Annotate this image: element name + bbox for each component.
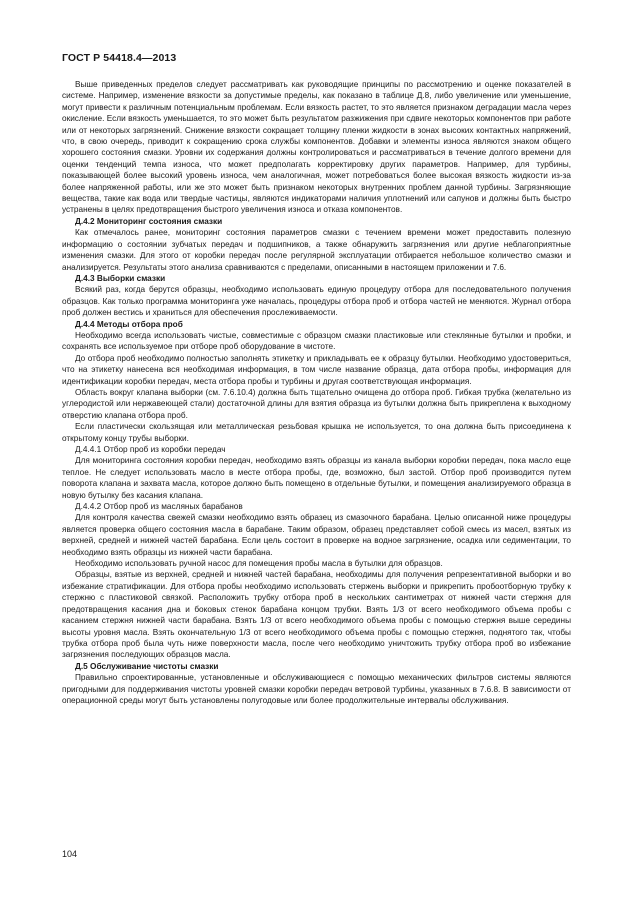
paragraph: Как отмечалось ранее, мониторинг состояния параметров смазки с течением времени может предоставить полезную информацию о состоянии зубчатых передач и подшипников, а также обнаружить загрязнения или другие неблагоприятные изменения смазки. Для этого от коробки передач после регулярной эксплуатации отбирается небольшое количество смазки и анализируется. Результаты этого анализа сравниваются с пределами, описанными в настоящем приложении и 7.6. [62, 228, 571, 272]
section-heading: Д.5 Обслуживание чистоты смазки [75, 661, 219, 671]
subsection-heading: Д.4.4.2 Отбор проб из масляных барабанов [75, 502, 243, 512]
section-heading: Д.4.3 Выборки смазки [75, 273, 166, 283]
document-header: ГОСТ Р 54418.4—2013 [62, 52, 177, 64]
paragraph: Для мониторинга состояния коробки передач, необходимо взять образцы из канала выборки коробки передач, пока масло еще теплое. Не следует использовать масло в месте отбора пробы, где, возможно, был застой. Отбор проб производится путем поворота клапана и захвата масла, которое должно быть помещено в отдельные бутылки, и помещения анализируемого образца в новую бутылку без касания клапана. [62, 456, 571, 500]
section-heading: Д.4.4 Методы отбора проб [75, 319, 183, 329]
page-number: 104 [62, 849, 78, 859]
paragraph: Всякий раз, когда берутся образцы, необходимо использовать единую процедуру отбора для последовательного получения образцов. Как только программа мониторинга уже началась, процедуры отбора проб и отбора частей не меняются. Журнал отбора проб должен вестись и храниться для обеспечения прослеживаемости. [62, 285, 571, 318]
paragraph: Если пластически скользящая или металлическая резьбовая крышка не используется, то она должна быть присоединена к открытому концу трубы выборки. [62, 422, 571, 443]
section-heading: Д.4.2 Мониторинг состояния смазки [75, 216, 223, 226]
subsection-heading: Д.4.4.1 Отбор проб из коробки передач [75, 445, 226, 454]
paragraph: До отбора проб необходимо полностью заполнять этикетку и прикладывать ее к образцу бутылки. Необходимо удостовериться, что на этикетку нанесена вся необходимая информация, в том числе название образца, дата отбора пробы, информация для идентификации коробки передач, места отбора пробы и турбины и другая соответствующая информация. [62, 353, 571, 386]
document-body [62, 79, 571, 706]
paragraph: Выше приведенных пределов следует рассматривать как руководящие принципы по рассмотрению и оценке показателей в системе. Например, изменение вязкости за допустимые пределы, как показано в таблице Д.8, либо увеличение или уменьшение, могут привести к различным потенциальным проблемам. Если вязкость растет, то это является признаком деградации масла через окисление. Если вязкость уменьшается, то это может быть результатом разжижения при сдвиге некоторых компонентов при работе или от некоторых загрязнений. Снижение вязкости сокращает толщину пленки жидкости в зонах высоких контактных напряжений, что, в свою очередь, приводит к сокращению срока службы компонентов. Добавки и элементы износа являются знаком общего хорошего состояния смазки. Уровни их содержания должны контролироваться и рассматриваться в течение долгого времени для оценки тенденций темпа износа, что может предполагать корректировку других параметров. Например, для турбины, показывающей более высокий уровень износа, чем аналогичная, может потребоваться более высокая вязкость жидкости из-за более напряженной работы, или же это может быть признаком некоторых внутренних проблем данной турбины. Загрязняющие вещества, такие как вода или твердые частицы, являются индикаторами наличия уплотнений или сапунов и должны быть быстро устранены в целях предотвращения быстрого увеличения износа и отказа компонентов. [62, 80, 571, 215]
paragraph: Для контроля качества свежей смазки необходимо взять образец из смазочного барабана. Целью описанной ниже процедуры является проверка общего состояния масла в барабане. Таким образом, образец представляет собой смесь из масел, взятых из верхней, средней и нижней частей барабана. Если цель состоит в проверке на водное загрязнение, осадка или седиментации, то необходимо взять образцы из нижней части барабана. [62, 513, 571, 557]
paragraph: Образцы, взятые из верхней, средней и нижней частей барабана, необходимы для получения репрезентативной выборки и во избежание стратификации. Для отбора пробы необходимо использовать стержень выборки и прикрепить пробоотборную трубку к стержню с пластиковой связкой. Расположить трубку отбора проб в нескольких сантиметрах от нижней части стержня для предотвращения касания дна и боковых стенок барабана концом трубки. Взять 1/3 от всего необходимого объема пробы с касанием стержня нижней части барабана. Взять 1/3 от всего необходимого объема пробы с помощью стержня выше середины высоты уровня масла. Взять окончательную 1/3 от всего необходимого объема пробы с помощью стержня, поднятого так, чтобы трубка отбора проб была чуть ниже поверхности масла, после чего необходимо уничтожить трубку отбора проб во избежание загрязнения последующих образцов масла. [62, 570, 571, 660]
paragraph: Необходимо всегда использовать чистые, совместимые с образцом смазки пластиковые или стеклянные бутылки и пробки, и сохранять все используемое при отборе проб оборудование в чистоте. [62, 330, 571, 352]
paragraph: Необходимо использовать ручной насос для помещения пробы масла в бутылки для образцов. [75, 559, 443, 569]
paragraph: Область вокруг клапана выборки (см. 7.6.10.4) должна быть тщательно очищена до отбора проб. Гибкая трубка (желательно из углеродистой или нержавеющей стали) достаточной длины для взятия образца из бутылки должна быть прикреплена к выходному отверстию клапана отбора проб. [62, 387, 571, 420]
paragraph: Правильно спроектированные, установленные и обслуживающиеся с помощью механических фильтров системы являются пригодными для поддерживания чистоты уровней смазки коробки передач ветровой турбины, указанных в 7.6.8. В зависимости от операционной среды могут быть установлены полугодовые или более продолжительные интервалы обслуживания. [62, 673, 571, 705]
